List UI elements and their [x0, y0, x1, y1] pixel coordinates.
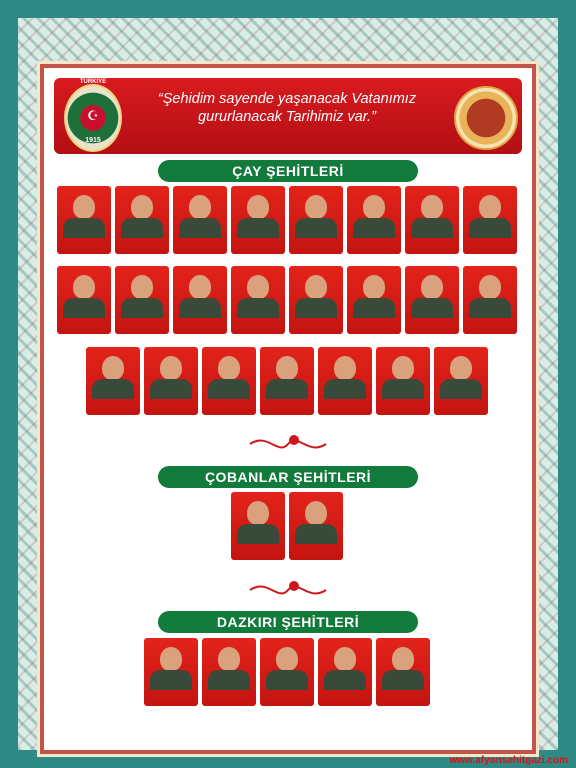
portrait-uniform — [353, 218, 395, 238]
martyr-portrait — [318, 347, 372, 415]
portrait-face — [131, 275, 153, 299]
portrait-uniform — [237, 218, 279, 238]
section-title-cay: ÇAY ŞEHİTLERİ — [158, 160, 418, 182]
martyr-portrait — [260, 638, 314, 706]
portrait-uniform — [63, 218, 105, 238]
portrait-face — [276, 647, 298, 671]
portrait-uniform — [295, 298, 337, 318]
ribbon-knot-icon — [248, 578, 328, 602]
portrait-uniform — [411, 218, 453, 238]
portrait-face — [218, 356, 240, 380]
portrait-face — [218, 647, 240, 671]
portrait-uniform — [469, 218, 511, 238]
martyr-portrait — [115, 186, 169, 254]
martyr-portrait — [434, 347, 488, 415]
portrait-face — [160, 647, 182, 671]
portrait-uniform — [266, 670, 308, 690]
website-link[interactable]: www.afyonsehitgazi.com — [449, 755, 568, 766]
portrait-uniform — [237, 524, 279, 544]
martyr-portrait — [463, 266, 517, 334]
header-quote: “Şehidim sayende yaşanacak Vatanımız gururlanacak Tarihimiz var.” — [157, 91, 417, 125]
portrait-face — [392, 356, 414, 380]
section-title-dazkiri: DAZKIRI ŞEHİTLERİ — [158, 611, 418, 633]
portrait-face — [392, 647, 414, 671]
martyr-portrait — [318, 638, 372, 706]
portrait-face — [73, 275, 95, 299]
portrait-uniform — [63, 298, 105, 318]
portrait-face — [421, 275, 443, 299]
martyr-portrait — [376, 638, 430, 706]
portrait-face — [247, 275, 269, 299]
martyr-portrait — [289, 492, 343, 560]
section-title-cobanlar: ÇOBANLAR ŞEHİTLERİ — [158, 466, 418, 488]
portrait-face — [160, 356, 182, 380]
martyr-portrait — [86, 347, 140, 415]
portrait-uniform — [295, 524, 337, 544]
portrait-face — [131, 195, 153, 219]
portrait-face — [189, 195, 211, 219]
portrait-uniform — [121, 298, 163, 318]
martyr-portrait — [405, 186, 459, 254]
portrait-uniform — [440, 379, 482, 399]
portrait-uniform — [92, 379, 134, 399]
martyr-portrait — [289, 266, 343, 334]
portrait-uniform — [324, 670, 366, 690]
martyr-portrait — [202, 347, 256, 415]
portrait-uniform — [179, 218, 221, 238]
portrait-face — [450, 356, 472, 380]
martyr-portrait — [347, 266, 401, 334]
ribbon-knot-icon — [248, 432, 328, 456]
portrait-uniform — [353, 298, 395, 318]
martyr-portrait — [260, 347, 314, 415]
portrait-face — [305, 195, 327, 219]
veterans-emblem-icon: TÜRKİYE ☪ 1915 — [64, 84, 122, 152]
portrait-face — [276, 356, 298, 380]
portrait-face — [189, 275, 211, 299]
portrait-uniform — [411, 298, 453, 318]
martyr-portrait — [173, 266, 227, 334]
municipality-seal-icon — [454, 86, 518, 150]
portrait-uniform — [295, 218, 337, 238]
portrait-uniform — [237, 298, 279, 318]
portrait-face — [305, 275, 327, 299]
portrait-uniform — [150, 379, 192, 399]
martyr-portrait — [405, 266, 459, 334]
portrait-uniform — [266, 379, 308, 399]
martyr-portrait — [231, 492, 285, 560]
portrait-uniform — [382, 670, 424, 690]
martyr-portrait — [173, 186, 227, 254]
portrait-face — [479, 195, 501, 219]
portrait-face — [421, 195, 443, 219]
portrait-face — [334, 647, 356, 671]
martyr-portrait — [57, 186, 111, 254]
martyr-portrait — [202, 638, 256, 706]
martyr-portrait — [144, 347, 198, 415]
portrait-uniform — [121, 218, 163, 238]
portrait-face — [363, 275, 385, 299]
martyr-portrait — [57, 266, 111, 334]
portrait-uniform — [150, 670, 192, 690]
portrait-face — [247, 195, 269, 219]
portrait-face — [479, 275, 501, 299]
martyr-portrait — [347, 186, 401, 254]
portrait-uniform — [382, 379, 424, 399]
portrait-face — [305, 501, 327, 525]
portrait-uniform — [324, 379, 366, 399]
portrait-uniform — [179, 298, 221, 318]
martyr-portrait — [231, 266, 285, 334]
portrait-face — [334, 356, 356, 380]
portrait-uniform — [208, 670, 250, 690]
portrait-face — [73, 195, 95, 219]
martyr-portrait — [144, 638, 198, 706]
portrait-uniform — [208, 379, 250, 399]
martyr-portrait — [231, 186, 285, 254]
martyr-portrait — [376, 347, 430, 415]
martyr-portrait — [115, 266, 169, 334]
portrait-face — [247, 501, 269, 525]
martyr-portrait — [289, 186, 343, 254]
portrait-face — [363, 195, 385, 219]
portrait-uniform — [469, 298, 511, 318]
martyr-portrait — [463, 186, 517, 254]
portrait-face — [102, 356, 124, 380]
